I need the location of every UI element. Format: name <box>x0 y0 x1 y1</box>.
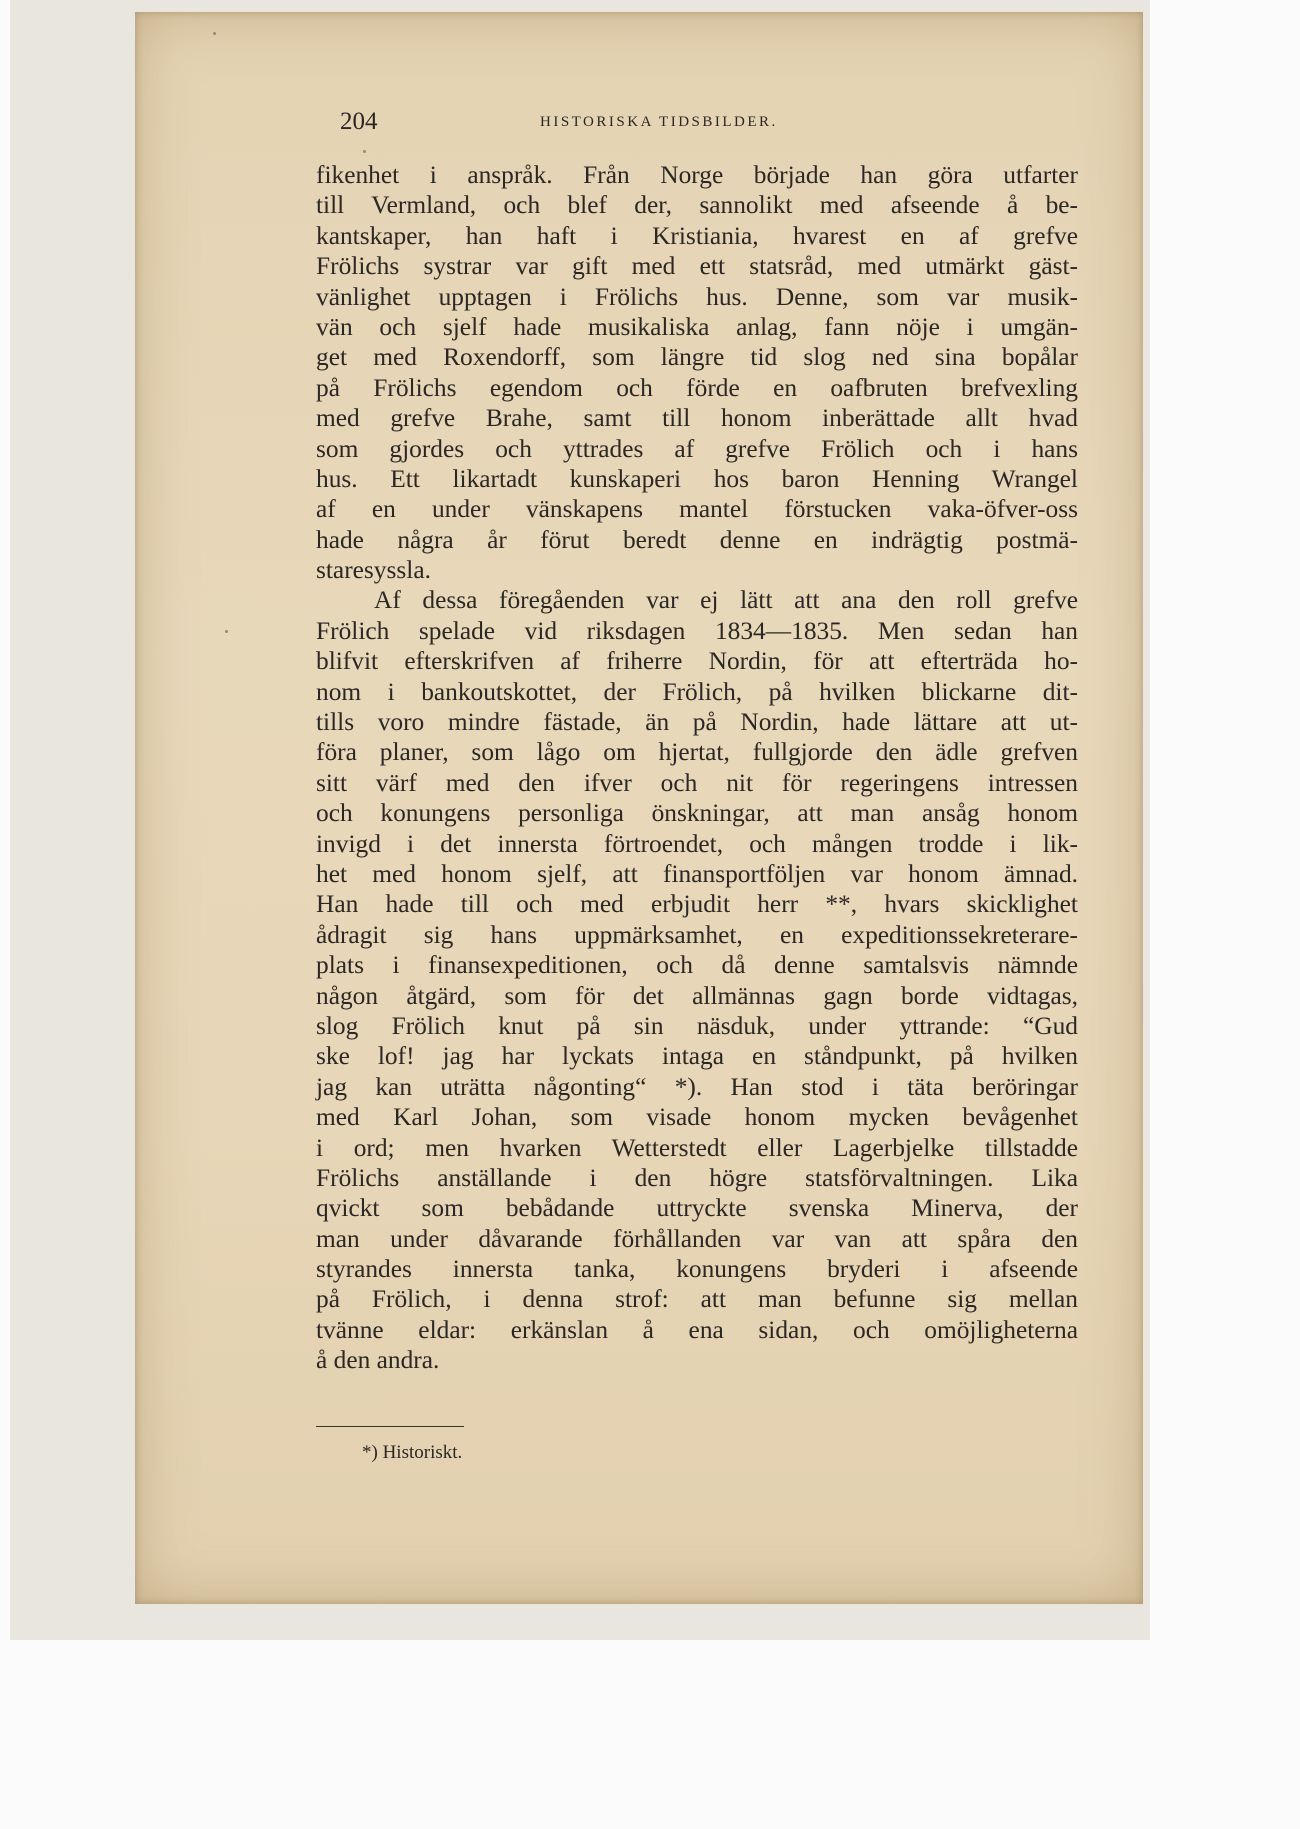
footnote-divider <box>316 1426 464 1427</box>
text-line: föra planer, som lågo om hjertat, fullgjorde den ädle grefven <box>316 738 1078 767</box>
text-line: och konungens personliga önskningar, att man ansåg honom <box>316 799 1078 828</box>
text-line: af en under vänskapens mantel förstucken vaka-öfver-oss <box>316 495 1078 524</box>
footnote: *) Historiskt. <box>362 1442 463 1463</box>
text-line: på Frölichs egendom och förde en oafbruten brefvexling <box>316 373 1078 402</box>
text-line: jag kan uträtta någonting“ *). Han stod i täta beröringar <box>316 1072 1078 1101</box>
text-line: slog Frölich knut på sin näsduk, under yttrande: “Gud <box>316 1011 1078 1040</box>
text-line: Han hade till och med erbjudit herr **, hvars skicklighet <box>316 890 1078 919</box>
text-line: kantskaper, han haft i Kristiania, hvarest en af grefve <box>316 221 1078 250</box>
page-number: 204 <box>340 108 378 135</box>
text-line: som gjordes och yttrades af grefve Frölich och i hans <box>316 434 1078 463</box>
paper-speck <box>363 150 366 153</box>
text-line: med Karl Johan, som visade honom mycken bevågenhet <box>316 1103 1078 1132</box>
text-line: sitt värf med den ifver och nit för regeringens intressen <box>316 768 1078 797</box>
paper-speck <box>225 630 228 633</box>
text-line: Frölichs systrar var gift med ett statsråd, med utmärkt gäst- <box>316 252 1078 281</box>
page-header <box>340 108 840 140</box>
running-head: HISTORISKA TIDSBILDER. <box>540 114 778 130</box>
text-line: het med honom sjelf, att finansportföljen var honom ämnad. <box>316 859 1078 888</box>
text-line: tills voro mindre fästade, än på Nordin, hade lättare att ut- <box>316 708 1078 737</box>
text-line: någon åtgärd, som för det allmännas gagn borde vidtagas, <box>316 981 1078 1010</box>
text-line: blifvit efterskrifven af friherre Nordin, för att efterträda ho- <box>316 647 1078 676</box>
text-line: vänlighet upptagen i Frölichs hus. Denne, som var musik- <box>316 282 1078 311</box>
text-line: vän och sjelf hade musikaliska anlag, fann nöje i umgän- <box>316 312 1078 341</box>
text-line: staresyssla. <box>316 556 431 585</box>
text-line: hade några år förut beredt denne en indrägtig postmä- <box>316 525 1078 554</box>
text-line: man under dåvarande förhållanden var van att spåra den <box>316 1224 1078 1253</box>
text-line: Frölich spelade vid riksdagen 1834—1835. Men sedan han <box>316 616 1078 645</box>
text-line: å den andra. <box>316 1346 440 1375</box>
text-line: styrandes innersta tanka, konungens bryderi i afseende <box>316 1255 1078 1284</box>
text-line: nom i bankoutskottet, der Frölich, på hvilken blickarne dit- <box>316 677 1078 706</box>
text-line: till Vermland, och blef der, sannolikt med afseende å be- <box>316 191 1078 220</box>
text-line: tvänne eldar: erkänslan å ena sidan, och omöjligheterna <box>316 1315 1078 1344</box>
text-line: get med Roxendorff, som längre tid slog ned sina bopålar <box>316 343 1078 372</box>
text-line: på Frölich, i denna strof: att man befunne sig mellan <box>316 1285 1078 1314</box>
text-line: hus. Ett likartadt kunskaperi hos baron Henning Wrangel <box>316 464 1078 493</box>
text-line: ske lof! jag har lyckats intaga en ståndpunkt, på hvilken <box>316 1042 1078 1071</box>
text-line: ådragit sig hans uppmärksamhet, en expeditionssekreterare- <box>316 920 1078 949</box>
text-line: med grefve Brahe, samt till honom inberättade allt hvad <box>316 404 1078 433</box>
text-line: i ord; men hvarken Wetterstedt eller Lagerbjelke tillstadde <box>316 1133 1078 1162</box>
text-line: Frölichs anställande i den högre statsförvaltningen. Lika <box>316 1163 1078 1192</box>
text-line: plats i finansexpeditionen, och då denne samtalsvis nämnde <box>316 951 1078 980</box>
text-line: invigd i det innersta förtroendet, och mången trodde i lik- <box>316 829 1078 858</box>
text-line: Af dessa föregåenden var ej lätt att ana den roll grefve <box>374 586 1078 615</box>
paper-speck <box>213 32 216 35</box>
text-line: fikenhet i anspråk. Från Norge började han göra utfarter <box>316 161 1078 189</box>
body-text <box>316 160 1078 1376</box>
text-line: qvickt som bebådande uttryckte svenska Minerva, der <box>316 1194 1078 1223</box>
